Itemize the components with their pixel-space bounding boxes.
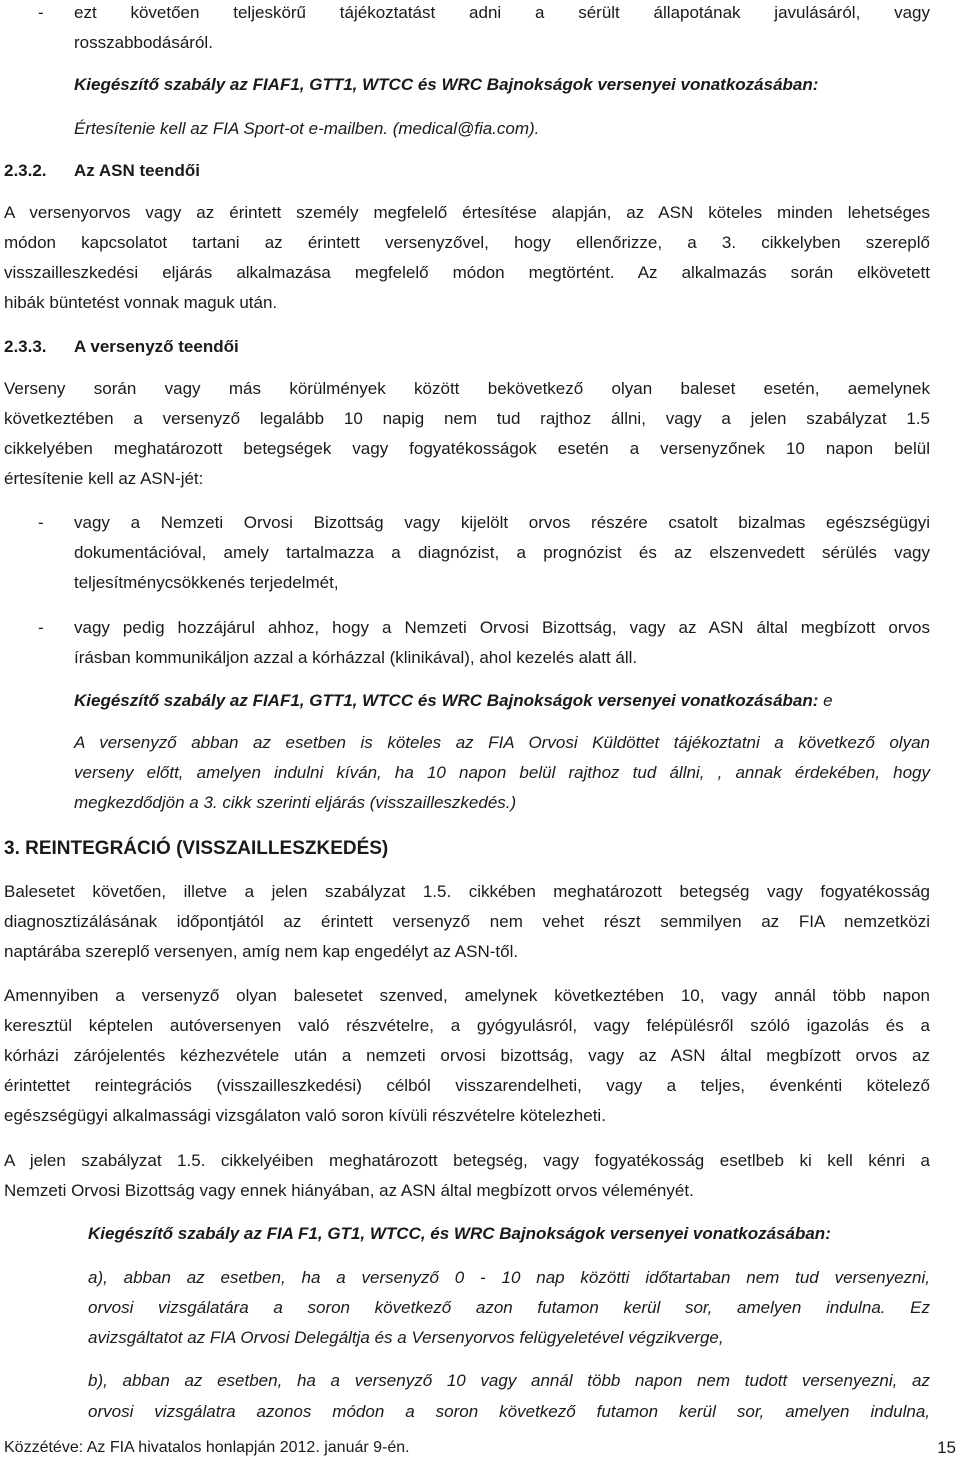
- text-line: keresztül képtelen autóversenyen való részvételre, a gyógyulásról, vagy felépülésről szóló igazolás és a: [4, 1016, 930, 1035]
- text-line: dokumentációval, amely tartalmazza a diagnózist, a prognózist és az elszenvedett sérülés vagy: [74, 543, 930, 562]
- page-footer: Közzétéve: Az FIA hivatalos honlapján 2012. január 9-én.: [4, 1439, 410, 1456]
- supplementary-rule-bold: Kiegészítő szabály az FIAF1, GTT1, WTCC és WRC Bajnokságok versenyei vonatkozásában:: [74, 691, 819, 710]
- chapter-heading: 3. REINTEGRÁCIÓ (VISSZAILLESZKEDÉS): [4, 838, 389, 859]
- section-number: 2.3.2.: [4, 161, 47, 180]
- text-line: Értesítenie kell az FIA Sport-ot e-mailben. (medical@fia.com).: [74, 119, 540, 138]
- supplementary-rule-heading: Kiegészítő szabály az FIAF1, GTT1, WTCC és WRC Bajnokságok versenyei vonatkozásában:: [74, 75, 819, 94]
- text-line: diagnosztizálásának időpontjától az érintett versenyző nem vehet részt semmilyen az FIA nemzetközi: [4, 912, 930, 931]
- supplementary-rule-heading: Kiegészítő szabály az FIA F1, GT1, WTCC, és WRC Bajnokságok versenyei vonatkozásában:: [88, 1224, 831, 1243]
- page-number: 15: [937, 1438, 956, 1457]
- supplementary-rule-heading: [74, 690, 833, 712]
- text-line: orvosi vizsgálatára a soron következő azon futamon kerül sor, amelyen indulna. Ez: [88, 1298, 930, 1317]
- text-line: Verseny során vagy más körülmények között bekövetkező olyan baleset esetén, aemelynek: [4, 379, 930, 398]
- text-line: a), abban az esetben, ha a versenyző 0 - 10 nap közötti időtartaban nem tud versenyezni,: [88, 1268, 930, 1287]
- text-line: rosszabbodásáról.: [74, 33, 213, 52]
- text-line: egészségügyi alkalmassági vizsgálaton való soron kívüli részvételre kötelezheti.: [4, 1106, 606, 1125]
- text-line: hibák büntetést vonnak maguk után.: [4, 293, 278, 312]
- text-line: Balesetet követően, illetve a jelen szabályzat 1.5. cikkében meghatározott betegség vagy fogyatékosság: [4, 882, 930, 901]
- text-line: kórházi zárójelentés kézhezvétele után a nemzeti orvosi bizottság, vagy az ASN által megbízott orvos az: [4, 1046, 930, 1065]
- text-line: következtében a versenyző legalább 10 napig nem tud rajthoz állni, vagy a jelen szabályzat 1.5: [4, 409, 930, 428]
- text-line: orvosi vizsgálatra azonos módon a soron következő futamon kerül sor, amelyen indulna,: [88, 1402, 930, 1421]
- text-line: Nemzeti Orvosi Bizottság vagy ennek hiányában, az ASN által megbízott orvos véleményét.: [4, 1181, 694, 1200]
- text-line: vagy pedig hozzájárul ahhoz, hogy a Nemzeti Orvosi Bizottság, vagy az ASN által megbízott orvos: [74, 618, 930, 637]
- text-line: ezt követően teljeskörű tájékoztatást adni a sérült állapotának javulásáról, vagy: [74, 3, 930, 22]
- list-dash: -: [38, 513, 44, 532]
- text-line: A versenyorvos vagy az érintett személy megfelelő értesítése alapján, az ASN köteles minden lehetséges: [4, 203, 930, 222]
- text-line: értesítenie kell az ASN-jét:: [4, 469, 204, 488]
- text-line: Amennyiben a versenyző olyan balesetet szenved, amelynek következtében 10, vagy annál több napon: [4, 986, 930, 1005]
- text-line: vagy a Nemzeti Orvosi Bizottság vagy kijelölt orvos részére csatolt bizalmas egészségügyi: [74, 513, 930, 532]
- text-line: A versenyző abban az esetben is köteles az FIA Orvosi Küldöttet tájékoztatni a következő olyan: [74, 733, 930, 752]
- text-line: visszailleszkedési eljárás alkalmazása megfelelő módon megtörtént. Az alkalmazás során elkövetett: [4, 263, 930, 282]
- section-number: 2.3.3.: [4, 337, 47, 356]
- list-dash: -: [38, 618, 44, 637]
- text-line: teljesítménycsökkenés terjedelmét,: [74, 573, 339, 592]
- text-line: módon kapcsolatot tartani az érintett versenyzővel, hogy ellenőrizze, a 3. cikkelyben szereplő: [4, 233, 930, 252]
- section-title: A versenyző teendői: [74, 337, 239, 356]
- list-dash: -: [38, 3, 44, 22]
- text-line: naptárába szereplő versenyen, amíg nem kap engedélyt az ASN-től.: [4, 942, 519, 961]
- text-line: A jelen szabályzat 1.5. cikkelyéiben meghatározott betegség, vagy fogyatékosság esetlbeb ki kell kénri a: [4, 1151, 930, 1170]
- text-line: megkezdődjön a 3. cikk szerinti eljárás (visszailleszkedés.): [74, 793, 517, 812]
- text-line: írásban kommunikáljon azzal a kórházzal (klinikával), ahol kezelés alatt áll.: [74, 648, 638, 667]
- text-line: verseny előtt, amelyen indulni kíván, ha 10 napon belül rajthoz tud állni, , annak érdekében, hogy: [74, 763, 930, 782]
- text-line: b), abban az esetben, ha a versenyző 10 vagy annál több napon nem tudott versenyezni, az: [88, 1371, 930, 1390]
- section-title: Az ASN teendői: [74, 161, 200, 180]
- supplementary-rule-tail: e: [818, 691, 833, 710]
- text-line: cikkelyében meghatározott betegségek vagy fogyatékosságok esetén a versenyzőnek 10 napon belül: [4, 439, 930, 458]
- text-line: érintettet reintegrációs (visszailleszkedési) célból visszarendelheti, vagy a teljes, évenkénti kötelező: [4, 1076, 930, 1095]
- text-line: avizsgáltatot az FIA Orvosi Delegáltja és a Versenyorvos felügyeletével végzikverge,: [88, 1328, 724, 1347]
